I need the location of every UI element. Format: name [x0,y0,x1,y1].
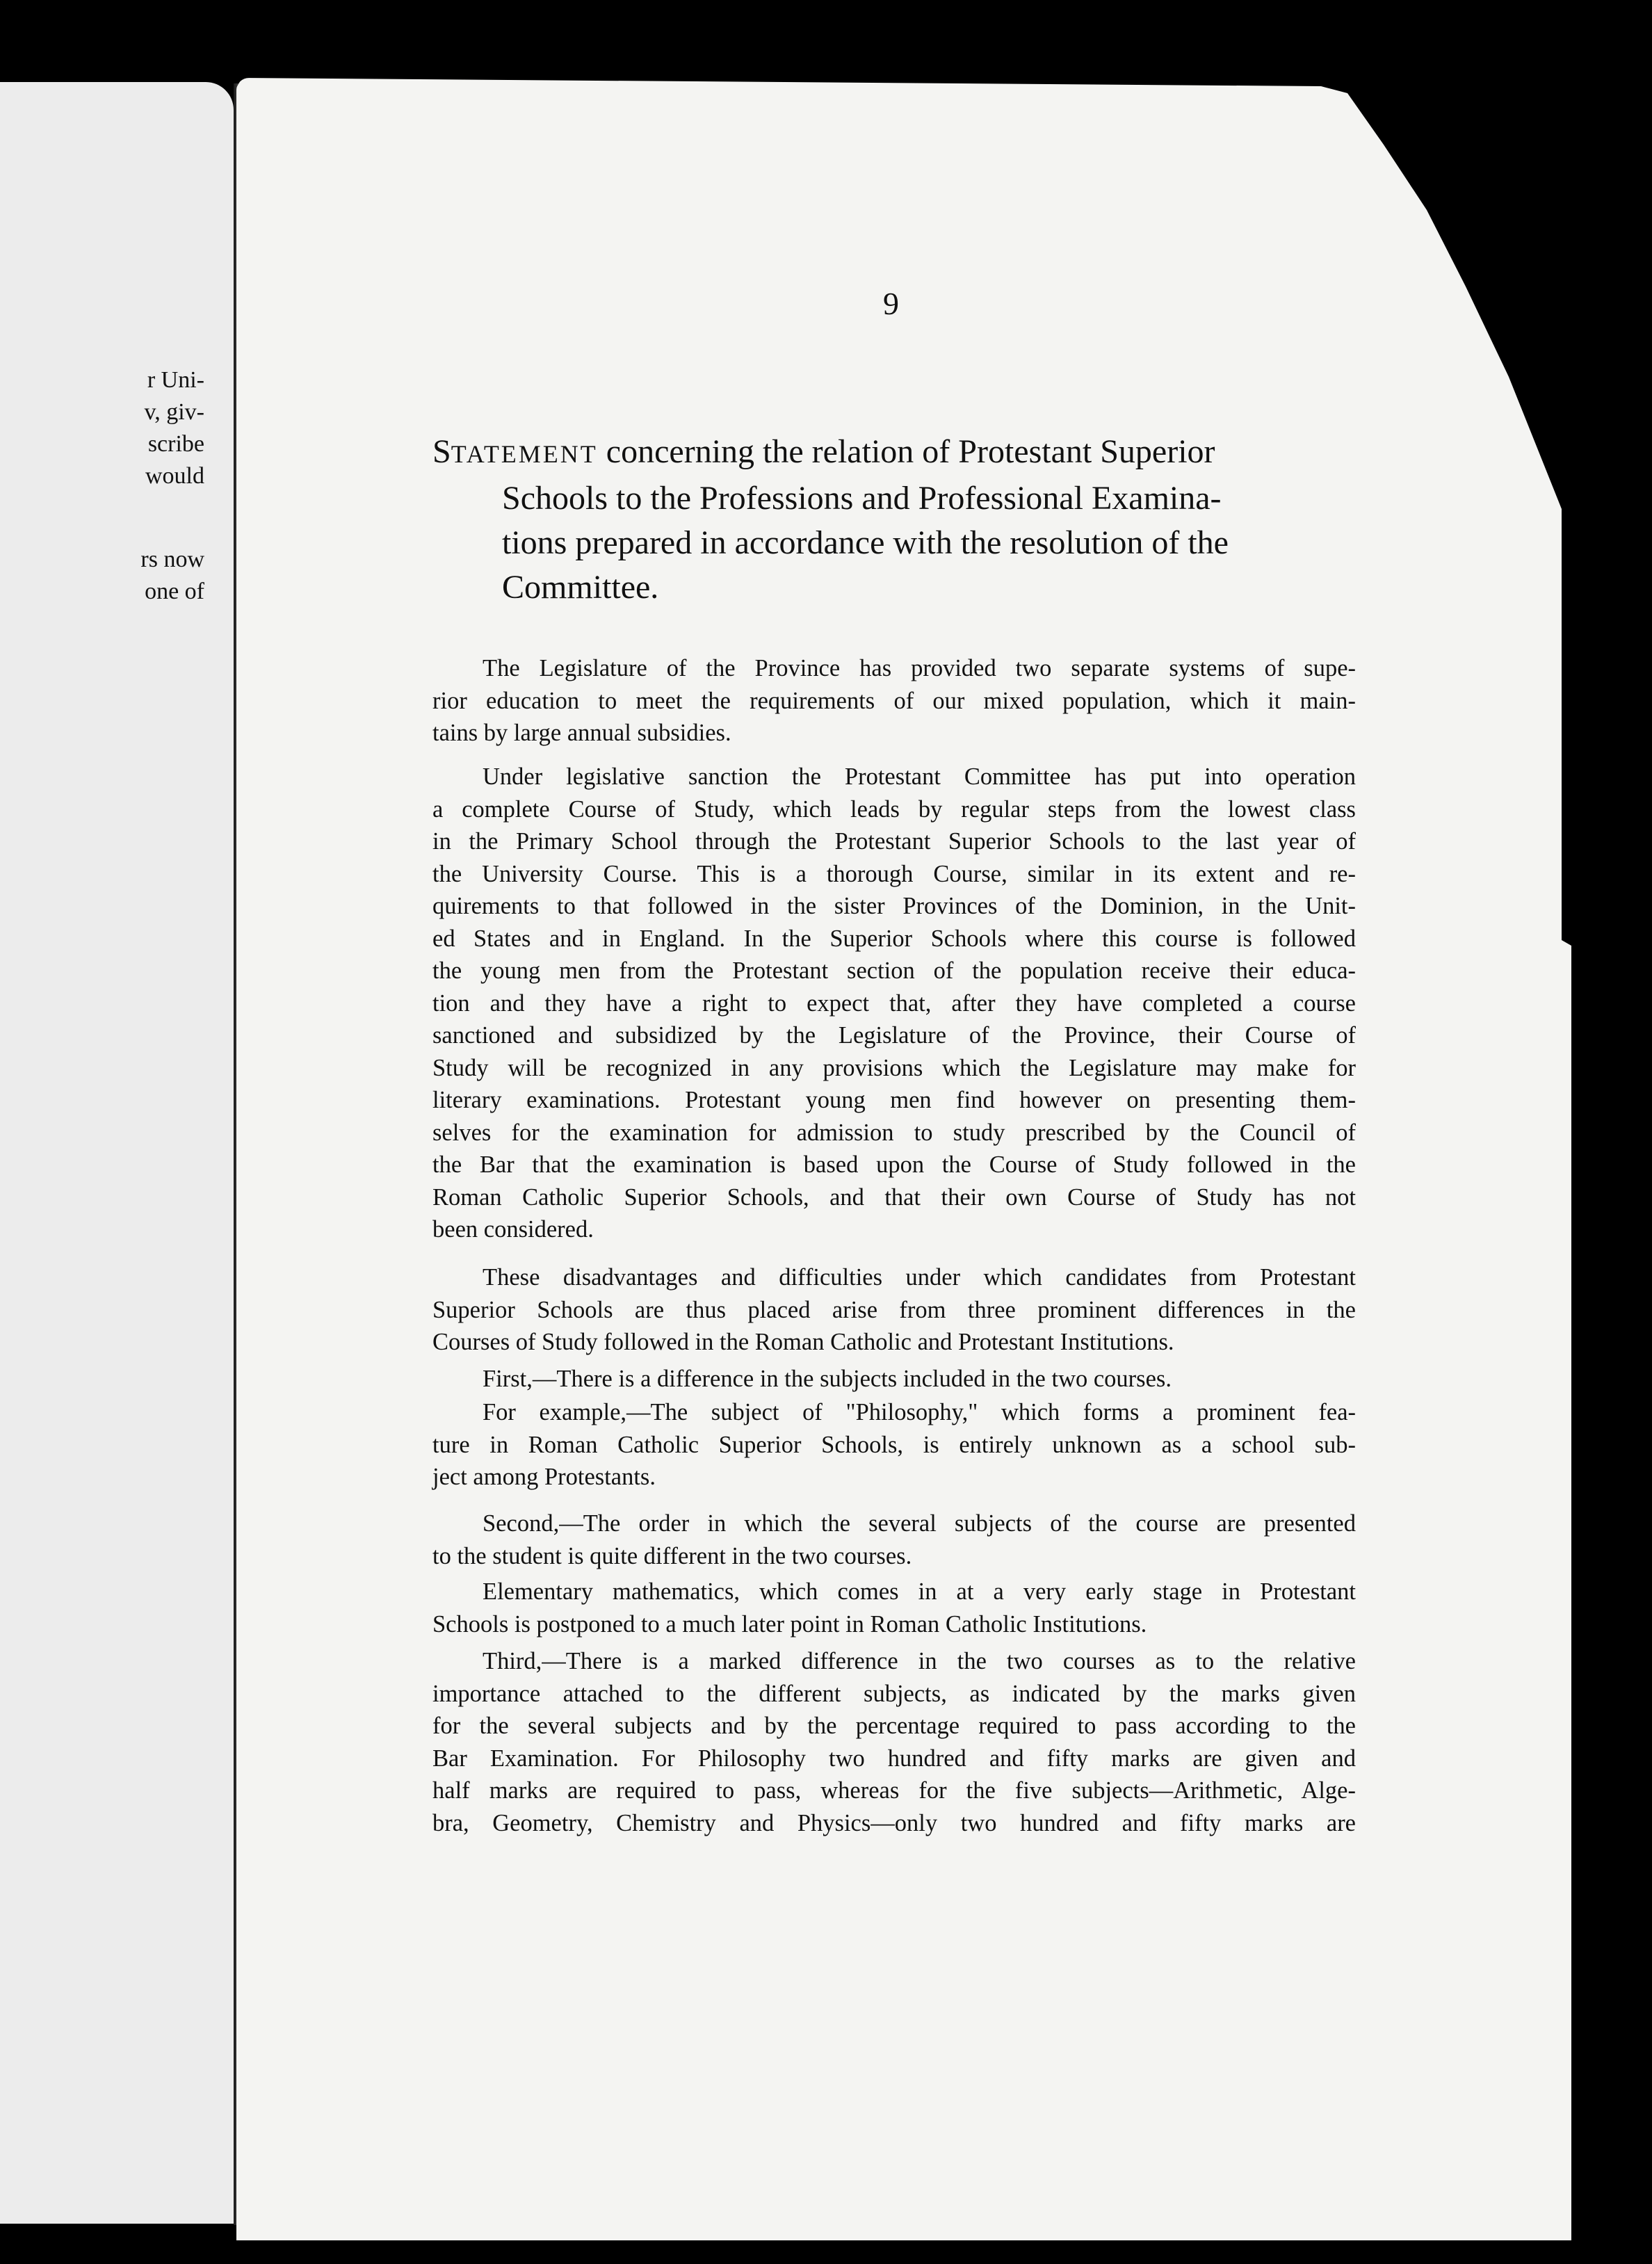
text-line: bra, Geometry, Chemistry and Physics—only two hundred and fifty marks are [432,1809,1356,1836]
page-fragment: one of [145,579,204,604]
text-line: Roman Catholic Superior Schools, and that their own Course of Study has not [432,1183,1356,1211]
paragraph-first [432,1363,1356,1396]
text-line: literary examinations. Protestant young men find however on presenting them- [432,1087,1356,1113]
paragraph-example [432,1396,1356,1494]
text-line: quirements to that followed in the sister Provinces of the Dominion, in the Unit- [432,893,1356,919]
heading-line [432,430,1357,476]
text-line: Superior Schools are thus placed arise from three prominent differences in the [432,1296,1356,1323]
text-line: sanctioned and subsidized by the Legislature of the Province, their Course of [432,1022,1356,1049]
heading-line: tions prepared in accordance with the resolution of the [502,524,1229,561]
text-line: the young men from the Protestant section of the population receive their educa- [432,957,1356,984]
text-line: to the student is quite different in the two courses. [432,1542,912,1569]
heading-line: Committee. [502,569,659,606]
text-line: ture in Roman Catholic Superior Schools, is entirely unknown as a school sub- [432,1431,1356,1458]
heading-text: concerning the relation of Protestant Superior [597,433,1215,470]
text-line: the Bar that the examination is based upon the Course of Study followed in the [432,1151,1356,1178]
text-line: The Legislature of the Province has provided two separate systems of supe- [483,655,1356,681]
text-line: in the Primary School through the Protestant Superior Schools to the last year of [432,828,1356,855]
heading-small-caps: TATEMENT [451,440,598,468]
paragraph-second [432,1507,1356,1572]
page-fragment: scribe [147,431,204,457]
text-line: a complete Course of Study, which leads by regular steps from the lowest class [432,795,1356,823]
text-line: tion and they have a right to expect that, after they have completed a course [432,989,1356,1017]
text-line: First,—There is a difference in the subjects included in the two courses. [483,1366,1172,1392]
text-line: ed States and in England. In the Superior Schools where this course is followed [432,925,1356,952]
text-line: selves for the examination for admission to study prescribed by the Council of [432,1119,1356,1146]
text-line: the University Course. This is a thorough Course, similar in its extent and re- [432,860,1356,887]
page-fragment: rs now [140,547,204,572]
page-number: 9 [883,286,899,321]
heading-small-caps-initial: S [432,433,451,470]
page-fragment: v, giv- [144,399,204,425]
text-line: for the several subjects and by the percentage required to pass according to the [432,1713,1356,1739]
statement-heading [432,430,1357,610]
paragraph-third [432,1645,1356,1839]
text-line: Bar Examination. For Philosophy two hundred and fifty marks are given and [432,1745,1356,1772]
text-line: For example,—The subject of "Philosophy," which forms a prominent fea- [483,1399,1356,1425]
text-line: rior education to meet the requirements of our mixed population, which it main- [432,687,1356,714]
heading-line: Schools to the Professions and Professional Examina- [502,480,1222,517]
previous-page-edge [0,82,234,2224]
text-line: These disadvantages and difficulties under which candidates from Protestant [483,1264,1356,1291]
paragraph-mathematics [432,1576,1356,1640]
text-line: tains by large annual subsidies. [432,720,731,746]
text-line: ject among Protestants. [432,1464,656,1490]
text-line: been considered. [432,1216,594,1243]
text-line: importance attached to the different subjects, as indicated by the marks given [432,1680,1356,1707]
paragraph-legislature [432,652,1356,750]
text-line: Elementary mathematics, which comes in at a very early stage in Protestant [483,1578,1356,1605]
paragraph-disadvantages [432,1261,1356,1359]
page-fragment: would [145,463,204,489]
text-line: Study will be recognized in any provisions which the Legislature may make for [432,1054,1356,1081]
page-fragment: r Uni- [147,367,204,393]
text-line: Courses of Study followed in the Roman Catholic and Protestant Institutions. [432,1329,1174,1355]
text-line: Schools is postponed to a much later point in Roman Catholic Institutions. [432,1610,1147,1638]
text-line: Third,—There is a marked difference in the two courses as to the relative [483,1648,1356,1674]
text-line: Second,—The order in which the several subjects of the course are presented [483,1510,1356,1537]
text-line: Under legislative sanction the Protestant Committee has put into operation [483,763,1356,790]
text-line: half marks are required to pass, whereas for the five subjects—Arithmetic, Alge- [432,1777,1356,1804]
paragraph-course-of-study [432,761,1356,1246]
